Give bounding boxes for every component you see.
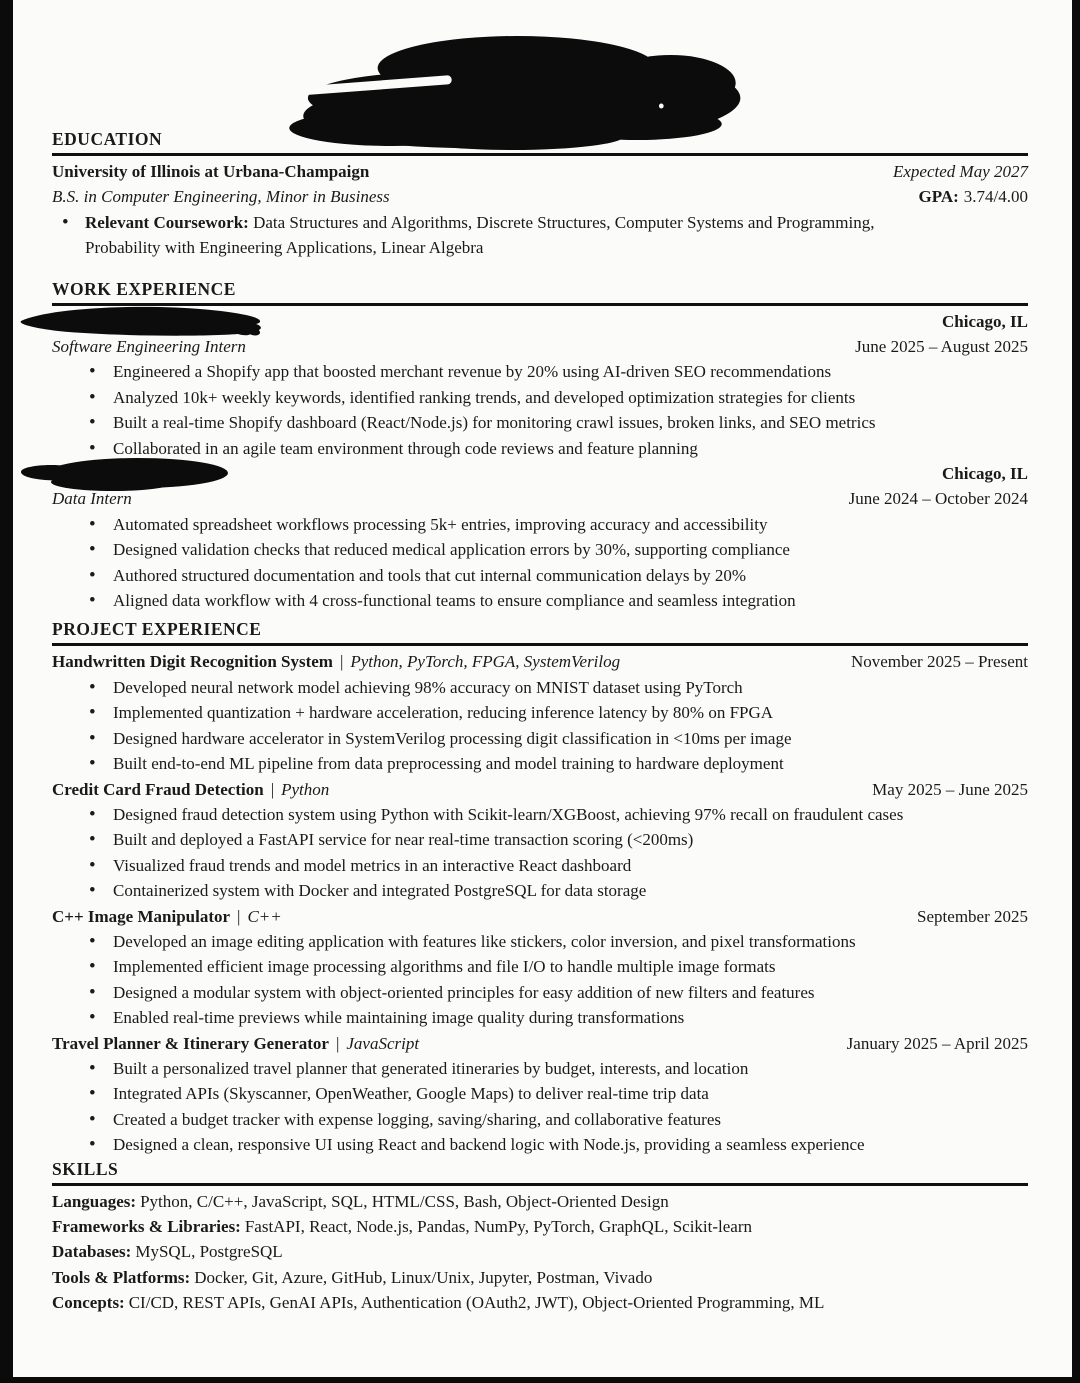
project-2 (52, 777, 1028, 904)
project-1-header (52, 649, 1028, 674)
job-1-bullets (52, 359, 1028, 461)
project-2-header (52, 777, 1028, 802)
job-1-location: Chicago, IL (942, 311, 1028, 331)
gpa-label: GPA: (918, 187, 959, 207)
project-3 (52, 904, 1028, 1031)
name-redaction-scribble (280, 28, 745, 158)
skill-label: Tools & Platforms: (52, 1267, 191, 1287)
skills-languages-row (52, 1189, 1028, 1214)
job-2-bullets (52, 512, 1028, 614)
project-4-title-group (52, 1031, 419, 1056)
project-4-name: Travel Planner & Itinerary Generator (52, 1033, 329, 1053)
education-bullets (52, 210, 1028, 261)
job-2 (52, 461, 1028, 613)
job-1 (52, 309, 1028, 461)
bullet-item: • Designed fraud detection system using Python with Scikit-learn/XGBoost, achieving 97% recall on fraudulent cases (52, 802, 1028, 827)
education-school-row (52, 159, 1028, 184)
job-1-title: Software Engineering Intern (52, 337, 246, 357)
job-1-dates: June 2025 – August 2025 (855, 337, 1028, 357)
bullet-item: • Built end-to-end ML pipeline from data preprocessing and model training to hardware deployment (52, 751, 1028, 776)
coursework-text-line2: Probability with Engineering Applications, Linear Algebra (85, 238, 484, 258)
work-heading: WORK EXPERIENCE (52, 278, 1028, 306)
pipe-separator: | (335, 1033, 340, 1053)
education-heading: EDUCATION (52, 128, 1028, 156)
bullet-item: • Visualized fraud trends and model metrics in an interactive React dashboard (52, 853, 1028, 878)
project-2-name: Credit Card Fraud Detection (52, 779, 264, 799)
bullet-item: • Built a personalized travel planner that generated itineraries by budget, interests, and location (52, 1056, 1028, 1081)
project-2-bullets (52, 802, 1028, 904)
work-section (52, 278, 1028, 614)
bullet-item: • Built and deployed a FastAPI service for near real-time transaction scoring (<200ms) (52, 827, 1028, 852)
project-4-header (52, 1031, 1028, 1056)
skill-label: Languages: (52, 1191, 137, 1211)
project-1-title-group (52, 649, 620, 674)
project-1 (52, 649, 1028, 776)
coursework-label: Relevant Coursework: (85, 212, 249, 232)
skill-values: FastAPI, React, Node.js, Pandas, NumPy, PyTorch, GraphQL, Scikit-learn (244, 1217, 753, 1236)
job-2-company-row (52, 461, 1028, 486)
bullet-item: • Automated spreadsheet workflows processing 5k+ entries, improving accuracy and accessibility (52, 512, 1028, 537)
skills-databases-row (52, 1239, 1028, 1264)
job-2-location: Chicago, IL (942, 464, 1028, 484)
company-redaction-scribble (18, 304, 270, 336)
project-1-bullets (52, 675, 1028, 777)
skill-label: Frameworks & Libraries: (52, 1217, 241, 1236)
bullet-item: • Collaborated in an agile team environment through code reviews and feature planning (52, 436, 1028, 461)
skills-concepts-row (52, 1290, 1028, 1315)
resume-page (13, 0, 1072, 1377)
job-2-title: Data Intern (52, 489, 132, 509)
project-2-stack: Python (281, 779, 330, 799)
pipe-separator: | (237, 906, 241, 926)
project-3-header (52, 904, 1028, 929)
gpa-value: 3.74/4.00 (963, 187, 1028, 207)
education-degree-row (52, 184, 1028, 209)
bullet-item: • Aligned data workflow with 4 cross-functional teams to ensure compliance and seamless integration (52, 588, 1028, 613)
project-3-stack: C++ (247, 906, 282, 926)
coursework-text-line1: Data Structures and Algorithms, Discrete Structures, Computer Systems and Programming, (253, 212, 875, 232)
project-2-dates: May 2025 – June 2025 (872, 779, 1028, 799)
bullet-item: • Designed hardware accelerator in SystemVerilog processing digit classification in <10ms per image (52, 726, 1028, 751)
bullet-item: • Built a real-time Shopify dashboard (React/Node.js) for monitoring crawl issues, broken links, and SEO metrics (52, 410, 1028, 435)
skills-heading: SKILLS (52, 1158, 1028, 1186)
skills-frameworks-row (52, 1214, 1028, 1239)
school-name: University of Illinois at Urbana-Champaign (52, 162, 370, 181)
resume-content (13, 0, 1072, 1316)
project-2-title-group (52, 777, 329, 802)
pipe-separator: | (339, 652, 344, 672)
skills-tools-row (52, 1265, 1028, 1290)
bullet-item: • Integrated APIs (Skyscanner, OpenWeather, Google Maps) to deliver real-time trip data (52, 1081, 1028, 1106)
bullet-item: • Designed a clean, responsive UI using React and backend logic with Node.js, providing a seamless experience (52, 1132, 1028, 1157)
project-1-name: Handwritten Digit Recognition System (52, 652, 333, 672)
skill-label: Databases: (52, 1242, 132, 1262)
bullet-item: • Authored structured documentation and tools that cut internal communication delays by 20% (52, 563, 1028, 588)
bullet-item: • Engineered a Shopify app that boosted merchant revenue by 20% using AI-driven SEO recommendations (52, 359, 1028, 384)
project-4-bullets (52, 1056, 1028, 1158)
project-4-dates: January 2025 – April 2025 (846, 1033, 1028, 1053)
bullet-item: • Enabled real-time previews while maintaining image quality during transformations (52, 1005, 1028, 1030)
skill-values: MySQL, PostgreSQL (135, 1242, 283, 1262)
skill-values: CI/CD, REST APIs, GenAI APIs, Authentication (OAuth2, JWT), Object-Oriented Programming, ML (128, 1293, 825, 1313)
skill-values: Python, C/C++, JavaScript, SQL, HTML/CSS, Bash, Object-Oriented Design (140, 1191, 669, 1211)
project-3-dates: September 2025 (917, 906, 1028, 926)
graduation-date: Expected May 2027 (893, 162, 1028, 181)
project-3-bullets (52, 929, 1028, 1031)
bullet-item: • Developed an image editing application with features like stickers, color inversion, and pixel transformations (52, 929, 1028, 954)
bullet-item: • Implemented efficient image processing algorithms and file I/O to handle multiple image formats (52, 954, 1028, 979)
bullet-item: • Containerized system with Docker and integrated PostgreSQL for data storage (52, 878, 1028, 903)
projects-section (52, 618, 1028, 1157)
pipe-separator: | (270, 779, 275, 799)
bullet-item: • Designed a modular system with object-oriented principles for easy addition of new filters and features (52, 980, 1028, 1005)
coursework-bullet (52, 210, 1028, 261)
bullet-item: • Implemented quantization + hardware acceleration, reducing inference latency by 80% on FPGA (52, 700, 1028, 725)
project-3-name: C++ Image Manipulator (52, 906, 231, 926)
skill-values: Docker, Git, Azure, GitHub, Linux/Unix, Jupyter, Postman, Vivado (194, 1267, 653, 1287)
job-2-dates: June 2024 – October 2024 (848, 489, 1028, 509)
project-1-stack: Python, PyTorch, FPGA, SystemVerilog (350, 652, 621, 672)
project-4-stack: JavaScript (346, 1033, 420, 1053)
skill-label: Concepts: (52, 1293, 125, 1313)
job-1-company-row (52, 309, 1028, 334)
degree: B.S. in Computer Engineering, Minor in Business (52, 187, 390, 207)
bullet-item: • Created a budget tracker with expense logging, saving/sharing, and collaborative features (52, 1107, 1028, 1132)
bullet-item: • Analyzed 10k+ weekly keywords, identified ranking trends, and developed optimization strategies for clients (52, 385, 1028, 410)
bullet-item: • Developed neural network model achieving 98% accuracy on MNIST dataset using PyTorch (52, 675, 1028, 700)
skills-section (52, 1158, 1028, 1316)
gpa (918, 184, 1028, 209)
job-1-title-row (52, 334, 1028, 359)
project-1-dates: November 2025 – Present (850, 652, 1028, 672)
bullet-item: • Designed validation checks that reduced medical application errors by 30%, supporting compliance (52, 537, 1028, 562)
projects-heading: PROJECT EXPERIENCE (52, 618, 1028, 646)
project-4 (52, 1031, 1028, 1158)
project-3-title-group (52, 904, 282, 929)
